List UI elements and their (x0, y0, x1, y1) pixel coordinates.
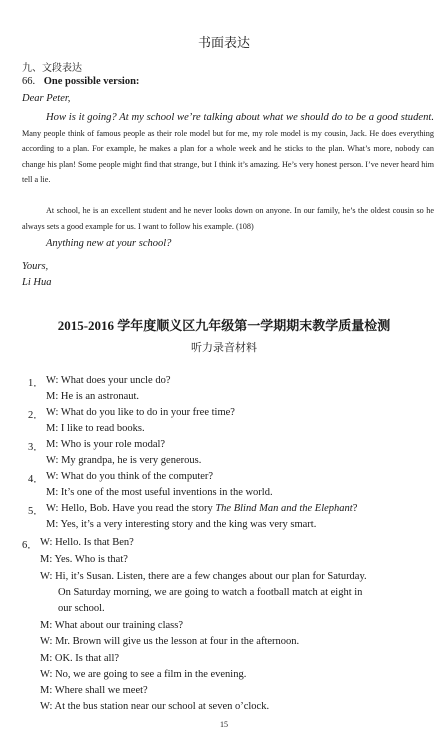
dialogue-5-line-1-pre: W: Hello, Bob. Have you read the story (46, 503, 216, 514)
dialogue-4-line-2: M: It’s one of the most useful inventions in the world. (46, 487, 273, 498)
dialogue-6-number: 6． (22, 540, 38, 551)
letter-paragraph-1-lead: How is it going? At my school we’re talking about what we should do to be a good student. (46, 112, 434, 123)
dialogue-6-line-8: M: OK. Is that all? (40, 653, 120, 664)
letter-paragraph-2: At school, he is an excellent student and he never looks down on anyone. In our family, he’s the oldest cousin so he always sets a good example for us. I want to follow his example. (108) (22, 206, 434, 231)
letter-greeting: Dear Peter, (22, 93, 71, 104)
dialogue-6-line-11: W: At the bus station near our school at seven o’clock. (40, 701, 270, 712)
page-number: 15 (220, 720, 228, 729)
dialogue-6-line-9: W: No, we are going to see a film in the evening. (40, 669, 247, 680)
dialogue-3-line-1: M: Who is your role modal? (46, 439, 166, 450)
dialogue-4-line-1: W: What do you think of the computer? (46, 471, 214, 482)
dialogue-3-number: 3． (28, 442, 44, 453)
dialogue-6-line-10: M: Where shall we meet? (40, 685, 148, 696)
letter-signature: Li Hua (22, 277, 52, 288)
dialogue-5-line-2: M: Yes, it’s a very interesting story and the king was very smart. (46, 519, 317, 530)
question-label: One possible version: (43, 76, 140, 87)
dialogue-6-line-6: M: What about our training class? (40, 620, 183, 631)
dialogue-6-line-3: W: Hi, it’s Susan. Listen, there are a few changes about our plan for Saturday. (40, 571, 367, 582)
dialogue-2-line-1: W: What do you like to do in your free time? (46, 407, 235, 418)
exam-subtitle: 听力录音材料 (191, 341, 257, 354)
dialogue-3-line-2: W: My grandpa, he is very generous. (46, 455, 202, 466)
dialogue-1-line-1: W: What does your uncle do? (46, 375, 171, 386)
letter-sign-off: Yours, (22, 261, 49, 272)
dialogue-6-line-2: M: Yes. Who is that? (40, 554, 128, 565)
letter-paragraph-1-body: Many people think of famous people as their role model but for me, my role model is my cousin, Jack. He does everything according to a plan. For example, he makes a plan for a whole week and he sticks to the plan. What’s more, nobody can change his plan! Some people might find that strange, but I think it’s amazing. He’s very honest person. I’ve never heard him tell a lie. (22, 128, 434, 185)
question-number: 66. (22, 76, 36, 87)
dialogue-6-line-5: our school. (58, 603, 105, 614)
dialogue-5-number: 5． (28, 506, 44, 517)
dialogue-1-line-2: M: He is an astronaut. (46, 391, 140, 402)
dialogue-4-number: 4． (28, 474, 44, 485)
sub-heading: 九、文段表达 (22, 63, 82, 74)
dialogue-2-line-2: M: I like to read books. (46, 423, 145, 434)
dialogue-6-line-4: On Saturday morning, we are going to watch a football match at eight in (58, 587, 363, 598)
dialogue-1-number: 1． (28, 378, 44, 389)
dialogue-6-line-7: W: Mr. Brown will give us the lesson at four in the afternoon. (40, 636, 300, 647)
letter-closing: Anything new at your school? (46, 238, 172, 249)
dialogue-2-number: 2． (28, 410, 44, 421)
section-title: 书面表达 (197, 36, 250, 51)
story-title: The Blind Man and the Elephant (215, 503, 353, 514)
dialogue-5-line-1-post: ? (352, 503, 358, 514)
question-heading (22, 76, 139, 87)
dialogue-5-line-1 (46, 503, 357, 514)
letter-paragraph-1 (22, 110, 434, 188)
exam-title: 2015-2016 学年度顺义区九年级第一学期期末教学质量检测 (57, 318, 391, 333)
dialogue-6-line-1: W: Hello. Is that Ben? (40, 537, 134, 548)
